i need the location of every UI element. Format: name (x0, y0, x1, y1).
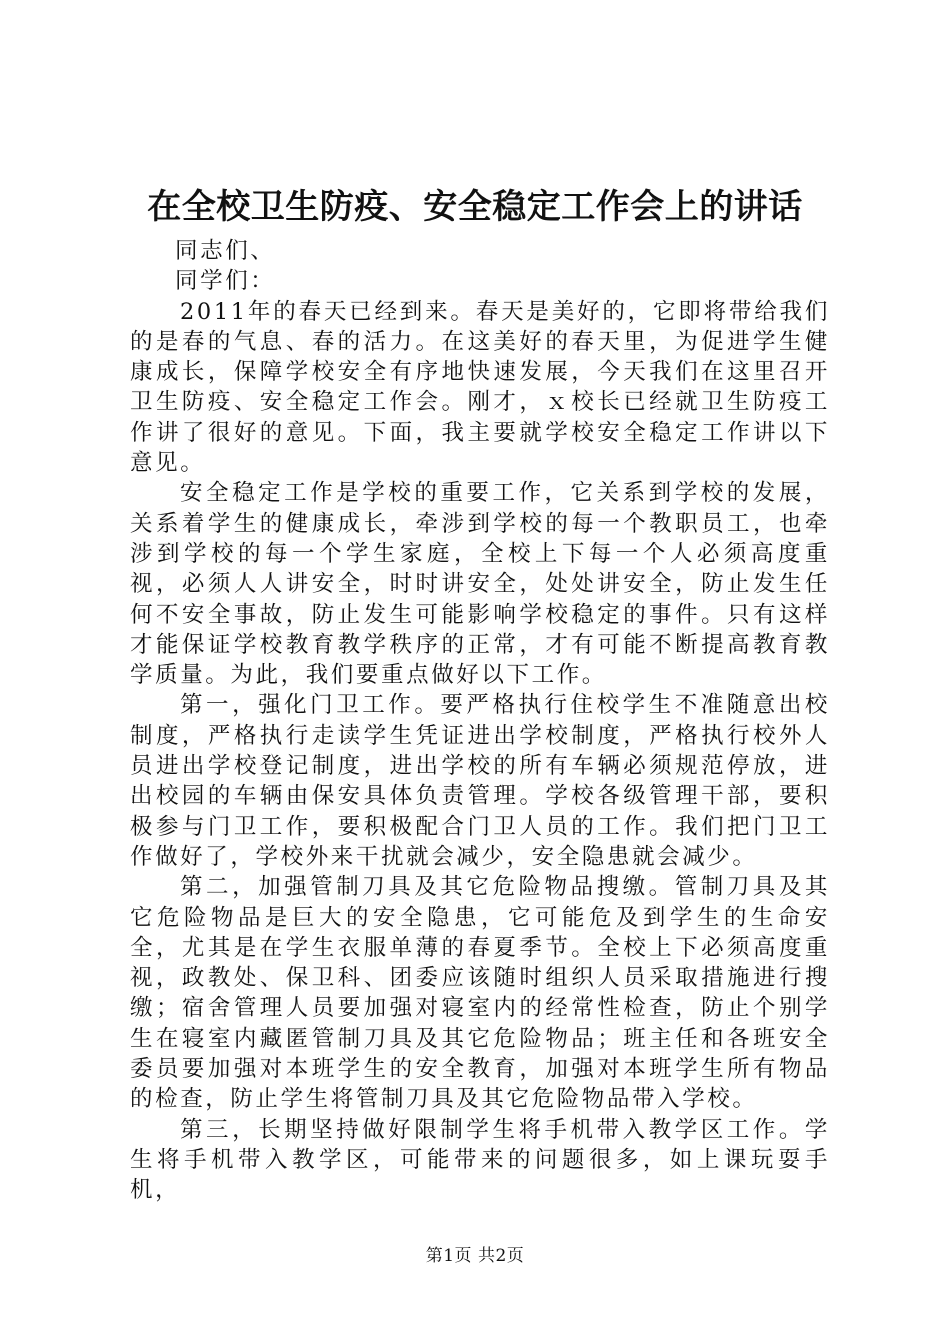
body-paragraph: 第一，强化门卫工作。要严格执行住校学生不准随意出校制度，严格执行走读学生凭证进出学校制度，严格执行校外人员进出学校登记制度，进出学校的所有车辆必须规范停放，进出校园的车辆由保安具体负责管理。学校各级管理干部，要积极参与门卫工作，要积极配合门卫人员的工作。我们把门卫工作做好了，学校外来干扰就会减少，安全隐患就会减少。 (130, 692, 830, 870)
body-paragraph: 安全稳定工作是学校的重要工作，它关系到学校的发展，关系着学生的健康成长，牵涉到学校的每一个教职员工，也牵涉到学校的每一个学生家庭，全校上下每一个人必须高度重视，必须人人讲安全，时时讲安全，处处讲安全，防止发生任何不安全事故，防止发生可能影响学校稳定的事件。只有这样才能保证学校教育教学秩序的正常，才有可能不断提高教育教学质量。为此，我们要重点做好以下工作。 (130, 480, 830, 689)
body-paragraph: 第三，长期坚持做好限制学生将手机带入教学区工作。学生将手机带入教学区，可能带来的问题很多，如上课玩耍手机， (130, 1116, 830, 1204)
document-body (130, 236, 830, 1206)
greeting-line: 同志们、 (175, 238, 276, 264)
greeting-line: 同学们： (175, 268, 276, 295)
page-footer: 第1页 共2页 (425, 1246, 525, 1266)
body-paragraph: 2011年的春天已经到来。春天是美好的，它即将带给我们的是春的气息、春的活力。在这美好的春天里，为促进学生健康成长，保障学校安全有序地快速发展，今天我们在这里召开卫生防疫、安全稳定工作会。刚才，ｘ校长已经就卫生防疫工作讲了很好的意见。下面，我主要就学校安全稳定工作讲以下意见。 (130, 298, 830, 477)
body-paragraph: 第二，加强管制刀具及其它危险物品搜缴。管制刀具及其它危险物品是巨大的安全隐患，它可能危及到学生的生命安全，尤其是在学生衣服单薄的春夏季节。全校上下必须高度重视，政教处、保卫科、团委应该随时组织人员采取措施进行搜缴；宿舍管理人员要加强对寝室内的经常性检查，防止个别学生在寝室内藏匿管制刀具及其它危险物品；班主任和各班安全委员要加强对本班学生的安全教育，加强对本班学生所有物品的检查，防止学生将管制刀具及其它危险物品带入学校。 (130, 874, 830, 1113)
document-title: 在全校卫生防疫、安全稳定工作会上的讲话 (147, 187, 803, 227)
